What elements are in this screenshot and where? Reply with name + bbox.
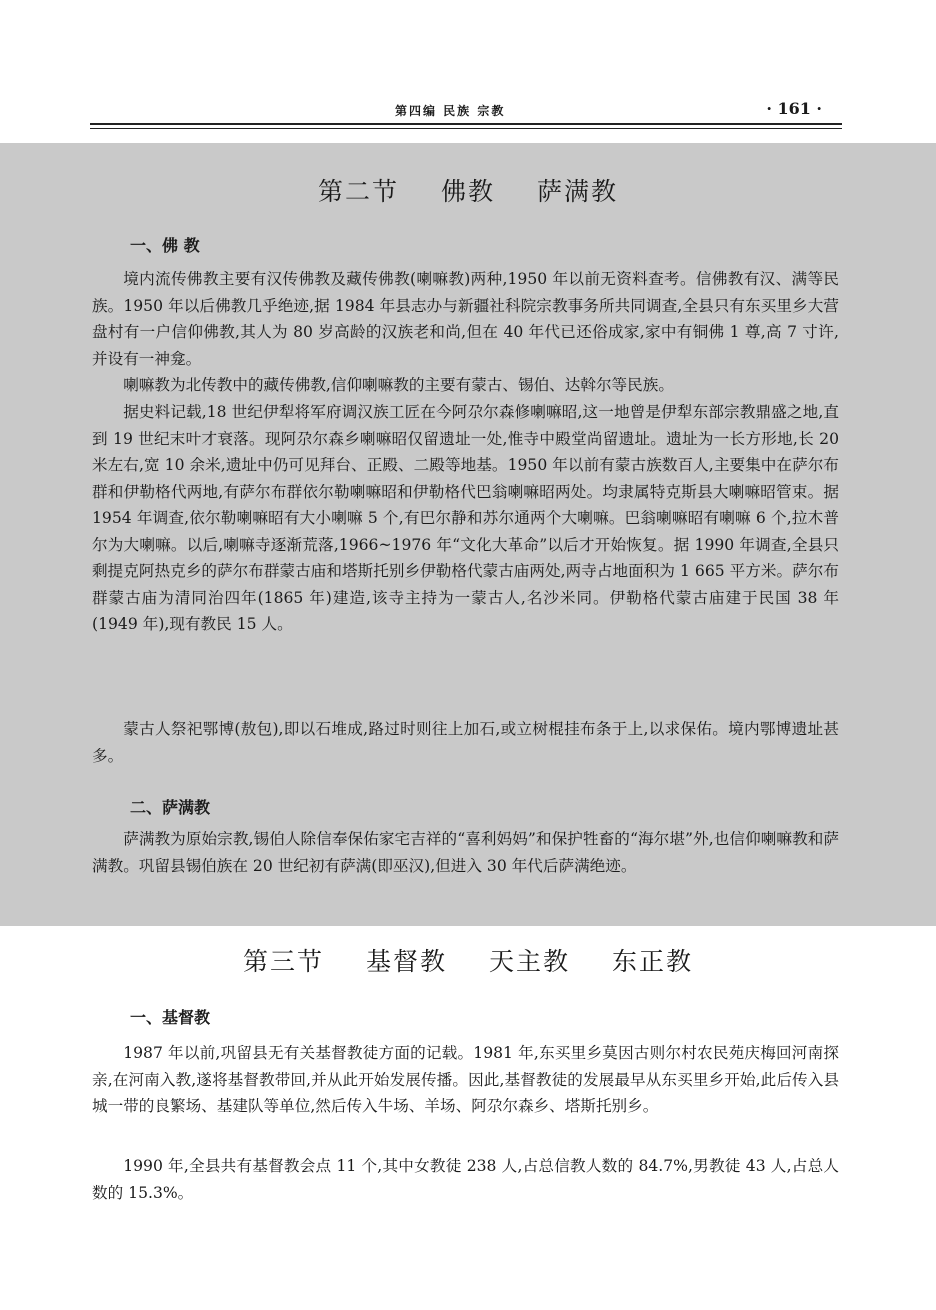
section-number: 第三节 bbox=[243, 947, 325, 976]
paragraph-christianity-history: 1987 年以前,巩留县无有关基督教徒方面的记载。1981 年,东买里乡莫因古则尔村农民苑庆梅回河南探亲,在河南入教,遂将基督教带回,并从此开始发展传播。因此,基督教徒的发展最早从东买里乡开始,此后传入县城一带的良繁场、基建队等单位,然后传入牛场、羊场、阿尕尔森乡、塔斯托别乡。 bbox=[92, 1044, 839, 1115]
section-topic-protestant: 基督教 bbox=[366, 947, 448, 976]
paragraph-lamaism: 喇嘛教为北传教中的藏传佛教,信仰喇嘛教的主要有蒙古、锡伯、达斡尔等民族。 bbox=[123, 376, 674, 394]
section-title-buddhism-shamanism bbox=[0, 172, 936, 208]
page-number: · 161 · bbox=[766, 99, 822, 118]
paragraph-shamanism: 萨满教为原始宗教,锡伯人除信奉保佑家宅吉祥的“喜利妈妈”和保护牲畜的“海尔堪”外,也信仰喇嘛教和萨满教。巩留县锡伯族在 20 世纪初有萨满(即巫汉),但进入 30 年代后萨满绝迹。 bbox=[92, 830, 839, 875]
section-number: 第二节 bbox=[318, 177, 400, 206]
paragraph-obo: 蒙古人祭祀鄂博(敖包),即以石堆成,路过时则往上加石,或立树棍挂布条于上,以求保佑。境内鄂博遗址甚多。 bbox=[92, 720, 839, 765]
section-topic-shamanism: 萨满教 bbox=[536, 177, 618, 206]
chapter-label: 第四编 民族 宗教 bbox=[395, 104, 506, 118]
section-topic-catholic: 天主教 bbox=[488, 947, 570, 976]
section-title-christianity bbox=[0, 942, 936, 978]
paragraph-christianity-stats: 1990 年,全县共有基督教会点 11 个,其中女教徒 238 人,占总信教人数的 84.7%,男教徒 43 人,占总人数的 15.3%。 bbox=[92, 1157, 839, 1202]
section-topic-buddhism: 佛教 bbox=[440, 177, 495, 206]
header-rule-thick bbox=[90, 123, 842, 125]
subheading-christianity: 一、基督教 bbox=[130, 1008, 211, 1027]
subheading-shamanism: 二、萨满教 bbox=[130, 798, 211, 817]
section-topic-orthodox: 东正教 bbox=[611, 947, 693, 976]
running-header bbox=[90, 95, 842, 125]
paragraph-buddhism-intro: 境内流传佛教主要有汉传佛教及藏传佛教(喇嘛教)两种,1950 年以前无资料查考。信佛教有汉、满等民族。1950 年以后佛教几乎绝迹,据 1984 年县志办与新疆社科院宗教事务所共同调查,全县只有东买里乡大营盘村有一户信仰佛教,其人为 80 岁高龄的汉族老和尚,但在 40 年代已还俗成家,家中有铜佛 1 尊,高 7 寸许,并设有一神龛。 bbox=[92, 270, 839, 368]
header-rule-thin bbox=[90, 128, 842, 129]
subheading-buddhism: 一、佛 教 bbox=[130, 236, 200, 255]
paragraph-lamasery-history: 据史料记载,18 世纪伊犁将军府调汉族工匠在今阿尕尔森修喇嘛昭,这一地曾是伊犁东部宗教鼎盛之地,直到 19 世纪末叶才衰落。现阿尕尔森乡喇嘛昭仅留遗址一处,惟寺中殿堂尚留遗址。遗址为一长方形地,长 20 米左右,宽 10 余米,遗址中仍可见拜台、正殿、二殿等地基。1950 年以前有蒙古族数百人,主要集中在萨尔布群和伊勒格代两地,有萨尔布群依尔勒喇嘛昭和伊勒格代巴翁喇嘛昭两处。均隶属特克斯县大喇嘛昭管束。据 1954 年调查,依尔勒喇嘛昭有大小喇嘛 5 个,有巴尔静和苏尔通两个大喇嘛。巴翁喇嘛昭有喇嘛 6 个,拉木普尔为大喇嘛。以后,喇嘛寺逐渐荒落,1966~1976 年“文化大革命”以后才开始恢复。据 1990 年调查,全县只剩提克阿热克乡的萨尔布群蒙古庙和塔斯托别乡伊勒格代蒙古庙两处,两寺占地面积为 1 665 平方米。萨尔布群蒙古庙为清同治四年(1865 年)建造,该寺主持为一蒙古人,名沙米同。伊勒格代蒙古庙建于民国 38 年(1949 年),现有教民 15 人。 bbox=[92, 403, 839, 633]
